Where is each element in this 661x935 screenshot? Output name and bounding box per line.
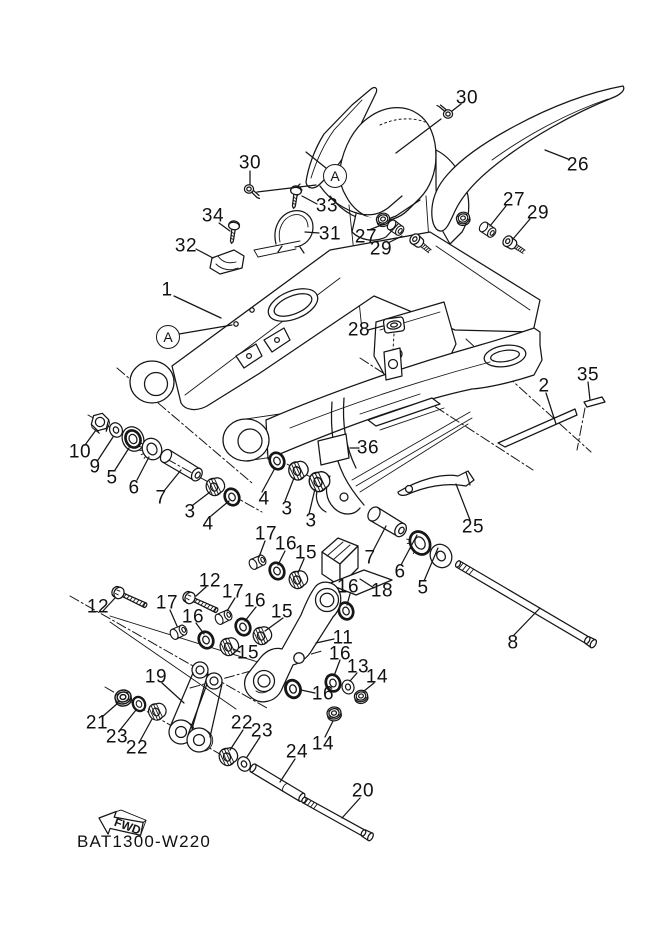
- shaft-8: [454, 559, 598, 649]
- part-callout-3[interactable]: 3: [281, 498, 293, 520]
- part-callout-1[interactable]: 1: [161, 279, 173, 301]
- part-callout-5[interactable]: 5: [417, 577, 429, 599]
- part-callout-32[interactable]: 32: [174, 235, 198, 257]
- part-callout-16[interactable]: 16: [336, 576, 360, 598]
- part-callout-12[interactable]: 12: [86, 596, 110, 618]
- part-callout-3[interactable]: 3: [184, 501, 196, 523]
- nut-28: [383, 317, 405, 334]
- part-callout-33[interactable]: 33: [315, 195, 339, 217]
- part-callout-10[interactable]: 10: [68, 441, 92, 463]
- part-callout-14[interactable]: 14: [365, 666, 389, 688]
- part-callout-6[interactable]: 6: [128, 477, 140, 499]
- part-callout-3[interactable]: 3: [305, 510, 317, 532]
- part-callout-35[interactable]: 35: [576, 364, 600, 386]
- part-callout-16[interactable]: 16: [274, 533, 298, 555]
- part-callout-7[interactable]: 7: [364, 547, 376, 569]
- clamp-32: [210, 250, 244, 274]
- part-callout-26[interactable]: 26: [566, 154, 590, 176]
- part-callout-6[interactable]: 6: [394, 561, 406, 583]
- part-callout-21[interactable]: 21: [85, 712, 109, 734]
- part-callout-15[interactable]: 15: [236, 642, 260, 664]
- part-callout-16[interactable]: 16: [311, 683, 335, 705]
- part-callout-16[interactable]: 16: [181, 606, 205, 628]
- part-callout-5[interactable]: 5: [106, 467, 118, 489]
- hex-nut-10: [89, 412, 111, 435]
- part-callout-12[interactable]: 12: [198, 570, 222, 592]
- part-callout-31[interactable]: 31: [318, 223, 342, 245]
- part-callout-25[interactable]: 25: [461, 516, 485, 538]
- part-callout-27[interactable]: 27: [354, 226, 378, 248]
- part-callout-7[interactable]: 7: [155, 487, 167, 509]
- part-callout-16[interactable]: 16: [328, 643, 352, 665]
- part-callout-23[interactable]: 23: [250, 720, 274, 742]
- part-callout-20[interactable]: 20: [351, 780, 375, 802]
- part-callout-17[interactable]: 17: [254, 523, 278, 545]
- shaft-24: [249, 763, 306, 802]
- torque-link: [398, 471, 474, 495]
- part-callout-29[interactable]: 29: [369, 238, 393, 260]
- part-callout-36[interactable]: 36: [356, 437, 380, 459]
- fwd-arrow-label: FWD: [112, 815, 143, 838]
- rivet-30-right: [437, 105, 453, 118]
- part-callout-19[interactable]: 19: [144, 666, 168, 688]
- shaft-20: [300, 795, 374, 841]
- part-callout-30[interactable]: 30: [455, 87, 479, 109]
- part-callout-23[interactable]: 23: [105, 726, 129, 748]
- part-callout-22[interactable]: 22: [230, 712, 254, 734]
- part-callout-4[interactable]: 4: [202, 513, 214, 535]
- part-callout-17[interactable]: 17: [221, 581, 245, 603]
- collar-7: [158, 447, 204, 483]
- part-callout-24[interactable]: 24: [285, 741, 309, 763]
- tag-36: [318, 434, 349, 465]
- part-callout-8[interactable]: 8: [507, 632, 519, 654]
- part-callout-4[interactable]: 4: [258, 488, 270, 510]
- part-callout-15[interactable]: 15: [294, 542, 318, 564]
- part-callout-9[interactable]: 9: [89, 456, 101, 478]
- part-callout-30[interactable]: 30: [238, 152, 262, 174]
- reference-marker-a-left: A: [156, 325, 180, 349]
- collar-7b: [365, 505, 408, 539]
- part-callout-13[interactable]: 13: [346, 656, 370, 678]
- part-callout-28[interactable]: 28: [347, 319, 371, 341]
- part-callout-27[interactable]: 27: [502, 189, 526, 211]
- part-callout-2[interactable]: 2: [538, 375, 550, 397]
- part-callout-29[interactable]: 29: [526, 202, 550, 224]
- reference-marker-a-top: A: [323, 164, 347, 188]
- part-callout-22[interactable]: 22: [125, 737, 149, 759]
- part-callout-11[interactable]: 11: [332, 627, 354, 649]
- part-callout-17[interactable]: 17: [155, 592, 179, 614]
- bush-6b: [404, 528, 434, 559]
- diagram-code: BAT1300-W220: [77, 832, 212, 851]
- part-callout-16[interactable]: 16: [243, 590, 267, 612]
- part-callout-15[interactable]: 15: [270, 601, 294, 623]
- part-callout-18[interactable]: 18: [370, 580, 394, 602]
- clip-35: [584, 397, 605, 407]
- part-callout-14[interactable]: 14: [311, 733, 335, 755]
- part-callout-34[interactable]: 34: [201, 205, 225, 227]
- spring-31: [254, 211, 313, 257]
